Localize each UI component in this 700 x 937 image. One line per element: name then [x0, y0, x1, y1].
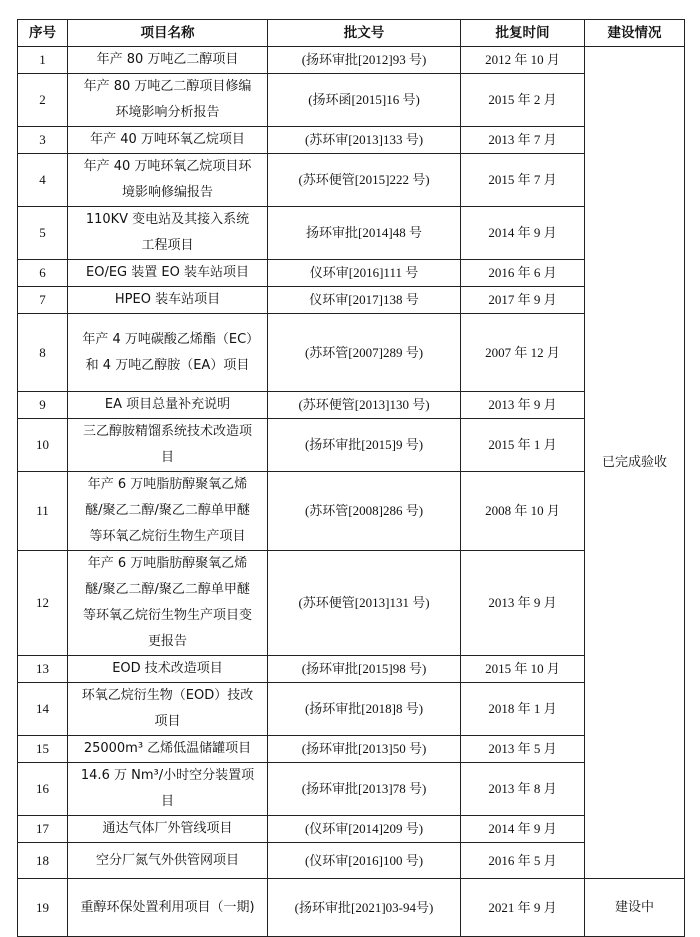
- row-number: 4: [18, 154, 68, 207]
- approval-ref: (扬环审批[2021]03-94号): [268, 879, 461, 937]
- header-no: 序号: [18, 20, 68, 47]
- approval-date: 2013 年 7 月: [461, 127, 585, 154]
- project-name: 25000m³ 乙烯低温储罐项目: [68, 736, 268, 763]
- approval-date: 2007 年 12 月: [461, 314, 585, 392]
- approval-date: 2013 年 8 月: [461, 763, 585, 816]
- table-row: [18, 207, 685, 260]
- approval-ref: (苏环便管[2013]130 号): [268, 392, 461, 419]
- project-name: 年产 6 万吨脂肪醇聚氧乙烯醚/聚乙二醇/聚乙二醇单甲醚等环氧乙烷衍生物生产项目: [68, 472, 268, 551]
- project-name: 14.6 万 Nm³/小时空分装置项目: [68, 763, 268, 816]
- table-row: [18, 816, 685, 843]
- table-row: [18, 154, 685, 207]
- table-row: [18, 74, 685, 127]
- row-number: 15: [18, 736, 68, 763]
- row-number: 17: [18, 816, 68, 843]
- table-row: [18, 392, 685, 419]
- row-number: 10: [18, 419, 68, 472]
- project-name: 环氧乙烷衍生物（EOD）技改项目: [68, 683, 268, 736]
- approval-date: 2008 年 10 月: [461, 472, 585, 551]
- project-name: EOD 技术改造项目: [68, 656, 268, 683]
- table-row: [18, 551, 685, 656]
- project-name: 年产 40 万吨环氧乙烷项目: [68, 127, 268, 154]
- status-in-progress: 建设中: [585, 879, 685, 937]
- approval-ref: (仪环审[2016]100 号): [268, 843, 461, 879]
- table-row: [18, 736, 685, 763]
- row-number: 12: [18, 551, 68, 656]
- approval-ref: (苏环便管[2013]131 号): [268, 551, 461, 656]
- approval-date: 2015 年 10 月: [461, 656, 585, 683]
- approval-ref: (扬环审批[2018]8 号): [268, 683, 461, 736]
- approval-ref: (扬环审批[2015]98 号): [268, 656, 461, 683]
- approval-ref: 扬环审批[2014]48 号: [268, 207, 461, 260]
- approval-date: 2015 年 2 月: [461, 74, 585, 127]
- table-body: [18, 47, 685, 937]
- row-number: 14: [18, 683, 68, 736]
- approval-ref: (扬环审批[2015]9 号): [268, 419, 461, 472]
- row-number: 9: [18, 392, 68, 419]
- row-number: 11: [18, 472, 68, 551]
- row-number: 5: [18, 207, 68, 260]
- table-row: [18, 472, 685, 551]
- approval-ref: (扬环审批[2012]93 号): [268, 47, 461, 74]
- table-row: [18, 879, 685, 937]
- table-row: [18, 419, 685, 472]
- table-row: [18, 656, 685, 683]
- project-name: 三乙醇胺精馏系统技术改造项目: [68, 419, 268, 472]
- table-row: [18, 127, 685, 154]
- project-name: 重醇环保处置利用项目（一期): [68, 879, 268, 937]
- table-row: [18, 314, 685, 392]
- project-name: 年产 40 万吨环氧乙烷项目环境影响修编报告: [68, 154, 268, 207]
- approval-date: 2016 年 5 月: [461, 843, 585, 879]
- project-name: 年产 6 万吨脂肪醇聚氧乙烯醚/聚乙二醇/聚乙二醇单甲醚等环氧乙烷衍生物生产项目变更报告: [68, 551, 268, 656]
- header-row: [18, 20, 685, 47]
- project-name: 年产 80 万吨乙二醇项目: [68, 47, 268, 74]
- row-number: 2: [18, 74, 68, 127]
- row-number: 8: [18, 314, 68, 392]
- approval-date: 2014 年 9 月: [461, 207, 585, 260]
- approval-date: 2015 年 7 月: [461, 154, 585, 207]
- approval-ref: (扬环函[2015]16 号): [268, 74, 461, 127]
- approval-ref: 仪环审[2017]138 号: [268, 287, 461, 314]
- row-number: 7: [18, 287, 68, 314]
- approval-date: 2016 年 6 月: [461, 260, 585, 287]
- project-name: 通达气体厂外管线项目: [68, 816, 268, 843]
- row-number: 6: [18, 260, 68, 287]
- row-number: 3: [18, 127, 68, 154]
- approval-date: 2013 年 9 月: [461, 551, 585, 656]
- project-name: 110KV 变电站及其接入系统工程项目: [68, 207, 268, 260]
- row-number: 16: [18, 763, 68, 816]
- approval-date: 2017 年 9 月: [461, 287, 585, 314]
- approval-date: 2014 年 9 月: [461, 816, 585, 843]
- project-name: EA 项目总量补充说明: [68, 392, 268, 419]
- row-number: 19: [18, 879, 68, 937]
- header-project-name: 项目名称: [68, 20, 268, 47]
- approval-ref: (仪环审[2014]209 号): [268, 816, 461, 843]
- approval-ref: 仪环审[2016]111 号: [268, 260, 461, 287]
- table-row: [18, 260, 685, 287]
- approval-date: 2012 年 10 月: [461, 47, 585, 74]
- approval-ref: (苏环管[2008]286 号): [268, 472, 461, 551]
- approval-date: 2015 年 1 月: [461, 419, 585, 472]
- status-completed: 已完成验收: [585, 47, 685, 879]
- table-row: [18, 843, 685, 879]
- approval-ref: (苏环管[2007]289 号): [268, 314, 461, 392]
- project-name: EO/EG 装置 EO 装车站项目: [68, 260, 268, 287]
- approval-date: 2021 年 9 月: [461, 879, 585, 937]
- approvals-table: [17, 19, 685, 937]
- approval-ref: (扬环审批[2013]50 号): [268, 736, 461, 763]
- table-row: [18, 683, 685, 736]
- row-number: 13: [18, 656, 68, 683]
- table-row: [18, 47, 685, 74]
- table-row: [18, 763, 685, 816]
- header-approval-date: 批复时间: [461, 20, 585, 47]
- project-name: 年产 4 万吨碳酸乙烯酯（EC）和 4 万吨乙醇胺（EA）项目: [68, 314, 268, 392]
- approval-ref: (苏环便管[2015]222 号): [268, 154, 461, 207]
- approval-date: 2013 年 9 月: [461, 392, 585, 419]
- project-name: 年产 80 万吨乙二醇项目修编环境影响分析报告: [68, 74, 268, 127]
- project-name: HPEO 装车站项目: [68, 287, 268, 314]
- project-name: 空分厂氮气外供管网项目: [68, 843, 268, 879]
- approval-ref: (扬环审批[2013]78 号): [268, 763, 461, 816]
- approval-ref: (苏环审[2013]133 号): [268, 127, 461, 154]
- header-status: 建设情况: [585, 20, 685, 47]
- row-number: 18: [18, 843, 68, 879]
- approval-date: 2013 年 5 月: [461, 736, 585, 763]
- row-number: 1: [18, 47, 68, 74]
- header-approval-ref: 批文号: [268, 20, 461, 47]
- table-row: [18, 287, 685, 314]
- approval-date: 2018 年 1 月: [461, 683, 585, 736]
